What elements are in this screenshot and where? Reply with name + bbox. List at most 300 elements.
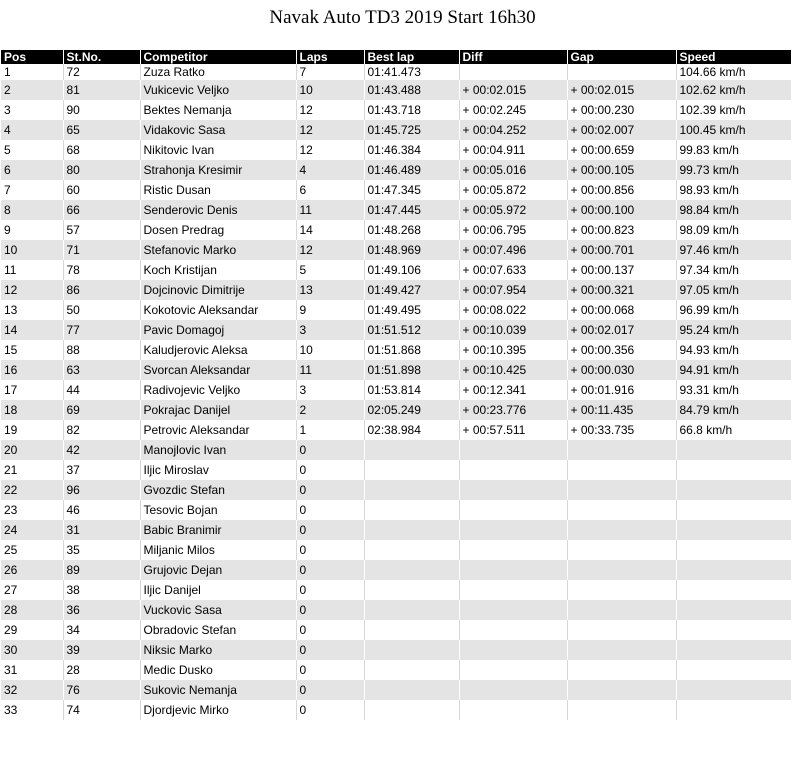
- competitor-cell: Manojlovic Ivan: [140, 440, 296, 460]
- competitor-cell: Strahonja Kresimir: [140, 160, 296, 180]
- competitor-cell: Petrovic Aleksandar: [140, 420, 296, 440]
- best-lap-cell: [364, 520, 459, 540]
- pos-cell: 23: [1, 500, 63, 520]
- competitor-cell: Niksic Marko: [140, 640, 296, 660]
- competitor-cell: Iljic Danijel: [140, 580, 296, 600]
- gap-cell: [567, 520, 676, 540]
- diff-cell: [459, 600, 567, 620]
- speed-cell: 102.62 km/h: [676, 80, 791, 100]
- diff-cell: + 00:08.022: [459, 300, 567, 320]
- pos-cell: 8: [1, 200, 63, 220]
- column-header-diff: Diff: [459, 50, 567, 64]
- start-number-cell: 96: [63, 480, 140, 500]
- start-number-cell: 36: [63, 600, 140, 620]
- table-row: [1, 580, 791, 600]
- pos-cell: 29: [1, 620, 63, 640]
- laps-cell: 0: [296, 480, 364, 500]
- best-lap-cell: 02:38.984: [364, 420, 459, 440]
- column-header-laps: Laps: [296, 50, 364, 64]
- pos-cell: 31: [1, 660, 63, 680]
- competitor-cell: Dojcinovic Dimitrije: [140, 280, 296, 300]
- competitor-cell: Ristic Dusan: [140, 180, 296, 200]
- best-lap-cell: 01:46.489: [364, 160, 459, 180]
- gap-cell: + 00:00.230: [567, 100, 676, 120]
- speed-cell: [676, 700, 791, 720]
- gap-cell: [567, 660, 676, 680]
- best-lap-cell: 01:51.898: [364, 360, 459, 380]
- diff-cell: [459, 580, 567, 600]
- gap-cell: + 00:00.356: [567, 340, 676, 360]
- table-row: [1, 360, 791, 380]
- table-row: [1, 280, 791, 300]
- competitor-cell: Dosen Predrag: [140, 220, 296, 240]
- pos-cell: 10: [1, 240, 63, 260]
- column-header-gap: Gap: [567, 50, 676, 64]
- best-lap-cell: 01:45.725: [364, 120, 459, 140]
- speed-cell: 96.99 km/h: [676, 300, 791, 320]
- start-number-cell: 37: [63, 460, 140, 480]
- gap-cell: [567, 580, 676, 600]
- best-lap-cell: [364, 440, 459, 460]
- start-number-cell: 77: [63, 320, 140, 340]
- pos-cell: 20: [1, 440, 63, 460]
- diff-cell: + 00:02.015: [459, 80, 567, 100]
- speed-cell: 93.31 km/h: [676, 380, 791, 400]
- laps-cell: 0: [296, 460, 364, 480]
- diff-cell: + 00:04.911: [459, 140, 567, 160]
- start-number-cell: 68: [63, 140, 140, 160]
- laps-cell: 0: [296, 620, 364, 640]
- column-header-pos: Pos: [1, 50, 63, 64]
- gap-cell: + 00:00.659: [567, 140, 676, 160]
- speed-cell: 99.83 km/h: [676, 140, 791, 160]
- competitor-cell: Koch Kristijan: [140, 260, 296, 280]
- table-row: [1, 300, 791, 320]
- gap-cell: + 00:00.856: [567, 180, 676, 200]
- table-row: [1, 240, 791, 260]
- gap-cell: + 00:00.823: [567, 220, 676, 240]
- diff-cell: [459, 700, 567, 720]
- competitor-cell: Babic Branimir: [140, 520, 296, 540]
- pos-cell: 24: [1, 520, 63, 540]
- best-lap-cell: [364, 560, 459, 580]
- best-lap-cell: 01:43.718: [364, 100, 459, 120]
- laps-cell: 12: [296, 240, 364, 260]
- start-number-cell: 86: [63, 280, 140, 300]
- table-row: [1, 560, 791, 580]
- table-row: [1, 260, 791, 280]
- gap-cell: + 00:33.735: [567, 420, 676, 440]
- speed-cell: [676, 580, 791, 600]
- pos-cell: 5: [1, 140, 63, 160]
- gap-cell: [567, 500, 676, 520]
- speed-cell: 84.79 km/h: [676, 400, 791, 420]
- best-lap-cell: [364, 540, 459, 560]
- speed-cell: [676, 680, 791, 700]
- pos-cell: 3: [1, 100, 63, 120]
- start-number-cell: 42: [63, 440, 140, 460]
- table-row: [1, 600, 791, 620]
- gap-cell: + 00:00.068: [567, 300, 676, 320]
- best-lap-cell: [364, 680, 459, 700]
- pos-cell: 13: [1, 300, 63, 320]
- competitor-cell: Djordjevic Mirko: [140, 700, 296, 720]
- pos-cell: 19: [1, 420, 63, 440]
- pos-cell: 12: [1, 280, 63, 300]
- competitor-cell: Iljic Miroslav: [140, 460, 296, 480]
- pos-cell: 15: [1, 340, 63, 360]
- diff-cell: [459, 500, 567, 520]
- competitor-cell: Kokotovic Aleksandar: [140, 300, 296, 320]
- gap-cell: + 00:00.105: [567, 160, 676, 180]
- gap-cell: [567, 600, 676, 620]
- start-number-cell: 50: [63, 300, 140, 320]
- speed-cell: 95.24 km/h: [676, 320, 791, 340]
- laps-cell: 11: [296, 200, 364, 220]
- table-row: [1, 160, 791, 180]
- diff-cell: + 00:57.511: [459, 420, 567, 440]
- start-number-cell: 66: [63, 200, 140, 220]
- speed-cell: 99.73 km/h: [676, 160, 791, 180]
- header-row: [1, 50, 791, 64]
- table-row: [1, 340, 791, 360]
- table-row: [1, 80, 791, 100]
- speed-cell: [676, 520, 791, 540]
- laps-cell: 0: [296, 600, 364, 620]
- best-lap-cell: [364, 620, 459, 640]
- start-number-cell: 78: [63, 260, 140, 280]
- diff-cell: + 00:07.633: [459, 260, 567, 280]
- gap-cell: [567, 460, 676, 480]
- competitor-cell: Sukovic Nemanja: [140, 680, 296, 700]
- start-number-cell: 35: [63, 540, 140, 560]
- best-lap-cell: [364, 460, 459, 480]
- best-lap-cell: 01:41.473: [364, 64, 459, 80]
- competitor-cell: Gvozdic Stefan: [140, 480, 296, 500]
- column-header-competitor: Competitor: [140, 50, 296, 64]
- start-number-cell: 60: [63, 180, 140, 200]
- table-row: [1, 700, 791, 720]
- diff-cell: [459, 440, 567, 460]
- start-number-cell: 80: [63, 160, 140, 180]
- gap-cell: + 00:02.015: [567, 80, 676, 100]
- speed-cell: [676, 500, 791, 520]
- gap-cell: [567, 440, 676, 460]
- start-number-cell: 46: [63, 500, 140, 520]
- laps-cell: 0: [296, 540, 364, 560]
- laps-cell: 0: [296, 580, 364, 600]
- competitor-cell: Bektes Nemanja: [140, 100, 296, 120]
- table-row: [1, 420, 791, 440]
- pos-cell: 16: [1, 360, 63, 380]
- gap-cell: + 00:00.100: [567, 200, 676, 220]
- column-header-start-number: St.No.: [63, 50, 140, 64]
- speed-cell: 102.39 km/h: [676, 100, 791, 120]
- gap-cell: [567, 640, 676, 660]
- diff-cell: [459, 540, 567, 560]
- start-number-cell: 74: [63, 700, 140, 720]
- laps-cell: 0: [296, 640, 364, 660]
- speed-cell: [676, 440, 791, 460]
- pos-cell: 27: [1, 580, 63, 600]
- gap-cell: [567, 620, 676, 640]
- diff-cell: [459, 520, 567, 540]
- pos-cell: 30: [1, 640, 63, 660]
- gap-cell: [567, 680, 676, 700]
- table-row: [1, 660, 791, 680]
- laps-cell: 9: [296, 300, 364, 320]
- speed-cell: [676, 460, 791, 480]
- pos-cell: 26: [1, 560, 63, 580]
- gap-cell: + 00:00.137: [567, 260, 676, 280]
- gap-cell: [567, 540, 676, 560]
- speed-cell: 98.09 km/h: [676, 220, 791, 240]
- speed-cell: 98.93 km/h: [676, 180, 791, 200]
- laps-cell: 0: [296, 680, 364, 700]
- pos-cell: 11: [1, 260, 63, 280]
- diff-cell: [459, 680, 567, 700]
- table-row: [1, 380, 791, 400]
- best-lap-cell: [364, 660, 459, 680]
- table-row: [1, 64, 791, 80]
- laps-cell: 12: [296, 140, 364, 160]
- pos-cell: 25: [1, 540, 63, 560]
- laps-cell: 0: [296, 520, 364, 540]
- start-number-cell: 63: [63, 360, 140, 380]
- start-number-cell: 82: [63, 420, 140, 440]
- pos-cell: 2: [1, 80, 63, 100]
- table-row: [1, 220, 791, 240]
- start-number-cell: 90: [63, 100, 140, 120]
- laps-cell: 0: [296, 440, 364, 460]
- competitor-cell: Obradovic Stefan: [140, 620, 296, 640]
- speed-cell: 94.91 km/h: [676, 360, 791, 380]
- diff-cell: + 00:06.795: [459, 220, 567, 240]
- gap-cell: [567, 480, 676, 500]
- diff-cell: + 00:07.496: [459, 240, 567, 260]
- diff-cell: + 00:05.016: [459, 160, 567, 180]
- competitor-cell: Radivojevic Veljko: [140, 380, 296, 400]
- speed-cell: 97.46 km/h: [676, 240, 791, 260]
- pos-cell: 32: [1, 680, 63, 700]
- results-table: [1, 50, 791, 720]
- competitor-cell: Stefanovic Marko: [140, 240, 296, 260]
- best-lap-cell: [364, 500, 459, 520]
- table-row: [1, 100, 791, 120]
- laps-cell: 12: [296, 120, 364, 140]
- best-lap-cell: 01:43.488: [364, 80, 459, 100]
- speed-cell: 94.93 km/h: [676, 340, 791, 360]
- best-lap-cell: [364, 480, 459, 500]
- table-row: [1, 440, 791, 460]
- laps-cell: 0: [296, 560, 364, 580]
- competitor-cell: Svorcan Aleksandar: [140, 360, 296, 380]
- pos-cell: 6: [1, 160, 63, 180]
- pos-cell: 21: [1, 460, 63, 480]
- speed-cell: 100.45 km/h: [676, 120, 791, 140]
- diff-cell: [459, 660, 567, 680]
- competitor-cell: Tesovic Bojan: [140, 500, 296, 520]
- competitor-cell: Senderovic Denis: [140, 200, 296, 220]
- competitor-cell: Vukicevic Veljko: [140, 80, 296, 100]
- table-row: [1, 180, 791, 200]
- pos-cell: 7: [1, 180, 63, 200]
- best-lap-cell: 01:51.868: [364, 340, 459, 360]
- best-lap-cell: 01:48.969: [364, 240, 459, 260]
- start-number-cell: 72: [63, 64, 140, 80]
- pos-cell: 33: [1, 700, 63, 720]
- table-row: [1, 520, 791, 540]
- best-lap-cell: [364, 700, 459, 720]
- diff-cell: + 00:12.341: [459, 380, 567, 400]
- start-number-cell: 28: [63, 660, 140, 680]
- competitor-cell: Kaludjerovic Aleksa: [140, 340, 296, 360]
- diff-cell: + 00:23.776: [459, 400, 567, 420]
- laps-cell: 6: [296, 180, 364, 200]
- diff-cell: [459, 620, 567, 640]
- start-number-cell: 31: [63, 520, 140, 540]
- gap-cell: [567, 64, 676, 80]
- speed-cell: [676, 480, 791, 500]
- best-lap-cell: [364, 600, 459, 620]
- best-lap-cell: 01:47.345: [364, 180, 459, 200]
- laps-cell: 1: [296, 420, 364, 440]
- laps-cell: 11: [296, 360, 364, 380]
- competitor-cell: Vuckovic Sasa: [140, 600, 296, 620]
- competitor-cell: Medic Dusko: [140, 660, 296, 680]
- best-lap-cell: 01:49.427: [364, 280, 459, 300]
- competitor-cell: Miljanic Milos: [140, 540, 296, 560]
- competitor-cell: Pokrajac Danijel: [140, 400, 296, 420]
- pos-cell: 18: [1, 400, 63, 420]
- start-number-cell: 71: [63, 240, 140, 260]
- laps-cell: 0: [296, 500, 364, 520]
- best-lap-cell: 01:47.445: [364, 200, 459, 220]
- diff-cell: [459, 480, 567, 500]
- start-number-cell: 34: [63, 620, 140, 640]
- speed-cell: [676, 540, 791, 560]
- speed-cell: [676, 560, 791, 580]
- table-row: [1, 480, 791, 500]
- laps-cell: 0: [296, 660, 364, 680]
- start-number-cell: 44: [63, 380, 140, 400]
- laps-cell: 5: [296, 260, 364, 280]
- table-row: [1, 640, 791, 660]
- table-row: [1, 200, 791, 220]
- speed-cell: [676, 660, 791, 680]
- pos-cell: 4: [1, 120, 63, 140]
- diff-cell: [459, 460, 567, 480]
- diff-cell: + 00:04.252: [459, 120, 567, 140]
- laps-cell: 7: [296, 64, 364, 80]
- gap-cell: + 00:11.435: [567, 400, 676, 420]
- laps-cell: 4: [296, 160, 364, 180]
- table-row: [1, 140, 791, 160]
- gap-cell: + 00:01.916: [567, 380, 676, 400]
- best-lap-cell: 01:49.495: [364, 300, 459, 320]
- start-number-cell: 38: [63, 580, 140, 600]
- pos-cell: 17: [1, 380, 63, 400]
- laps-cell: 13: [296, 280, 364, 300]
- speed-cell: 97.05 km/h: [676, 280, 791, 300]
- laps-cell: 12: [296, 100, 364, 120]
- table-row: [1, 680, 791, 700]
- table-row: [1, 500, 791, 520]
- diff-cell: + 00:10.039: [459, 320, 567, 340]
- best-lap-cell: [364, 580, 459, 600]
- best-lap-cell: [364, 640, 459, 660]
- pos-cell: 9: [1, 220, 63, 240]
- gap-cell: + 00:02.007: [567, 120, 676, 140]
- start-number-cell: 57: [63, 220, 140, 240]
- best-lap-cell: 01:53.814: [364, 380, 459, 400]
- laps-cell: 3: [296, 380, 364, 400]
- diff-cell: [459, 560, 567, 580]
- diff-cell: + 00:10.425: [459, 360, 567, 380]
- speed-cell: [676, 640, 791, 660]
- diff-cell: [459, 64, 567, 80]
- table-row: [1, 460, 791, 480]
- speed-cell: 97.34 km/h: [676, 260, 791, 280]
- gap-cell: [567, 700, 676, 720]
- competitor-cell: Zuza Ratko: [140, 64, 296, 80]
- diff-cell: [459, 640, 567, 660]
- best-lap-cell: 01:49.106: [364, 260, 459, 280]
- gap-cell: [567, 560, 676, 580]
- pos-cell: 22: [1, 480, 63, 500]
- start-number-cell: 88: [63, 340, 140, 360]
- table-row: [1, 320, 791, 340]
- diff-cell: + 00:10.395: [459, 340, 567, 360]
- best-lap-cell: 01:51.512: [364, 320, 459, 340]
- diff-cell: + 00:07.954: [459, 280, 567, 300]
- diff-cell: + 00:05.972: [459, 200, 567, 220]
- column-header-speed: Speed: [676, 50, 791, 64]
- pos-cell: 14: [1, 320, 63, 340]
- pos-cell: 28: [1, 600, 63, 620]
- gap-cell: + 00:00.030: [567, 360, 676, 380]
- pos-cell: 1: [1, 64, 63, 80]
- competitor-cell: Grujovic Dejan: [140, 560, 296, 580]
- best-lap-cell: 01:48.268: [364, 220, 459, 240]
- speed-cell: 98.84 km/h: [676, 200, 791, 220]
- laps-cell: 3: [296, 320, 364, 340]
- start-number-cell: 76: [63, 680, 140, 700]
- start-number-cell: 89: [63, 560, 140, 580]
- page-title: Navak Auto TD3 2019 Start 16h30: [269, 7, 536, 28]
- gap-cell: + 00:02.017: [567, 320, 676, 340]
- competitor-cell: Nikitovic Ivan: [140, 140, 296, 160]
- column-header-best-lap: Best lap: [364, 50, 459, 64]
- diff-cell: + 00:05.872: [459, 180, 567, 200]
- speed-cell: [676, 600, 791, 620]
- laps-cell: 10: [296, 340, 364, 360]
- laps-cell: 2: [296, 400, 364, 420]
- gap-cell: + 00:00.701: [567, 240, 676, 260]
- competitor-cell: Pavic Domagoj: [140, 320, 296, 340]
- table-row: [1, 620, 791, 640]
- start-number-cell: 39: [63, 640, 140, 660]
- best-lap-cell: 02:05.249: [364, 400, 459, 420]
- speed-cell: [676, 620, 791, 640]
- speed-cell: 66.8 km/h: [676, 420, 791, 440]
- diff-cell: + 00:02.245: [459, 100, 567, 120]
- best-lap-cell: 01:46.384: [364, 140, 459, 160]
- speed-cell: 104.66 km/h: [676, 64, 791, 80]
- start-number-cell: 69: [63, 400, 140, 420]
- table-row: [1, 400, 791, 420]
- start-number-cell: 81: [63, 80, 140, 100]
